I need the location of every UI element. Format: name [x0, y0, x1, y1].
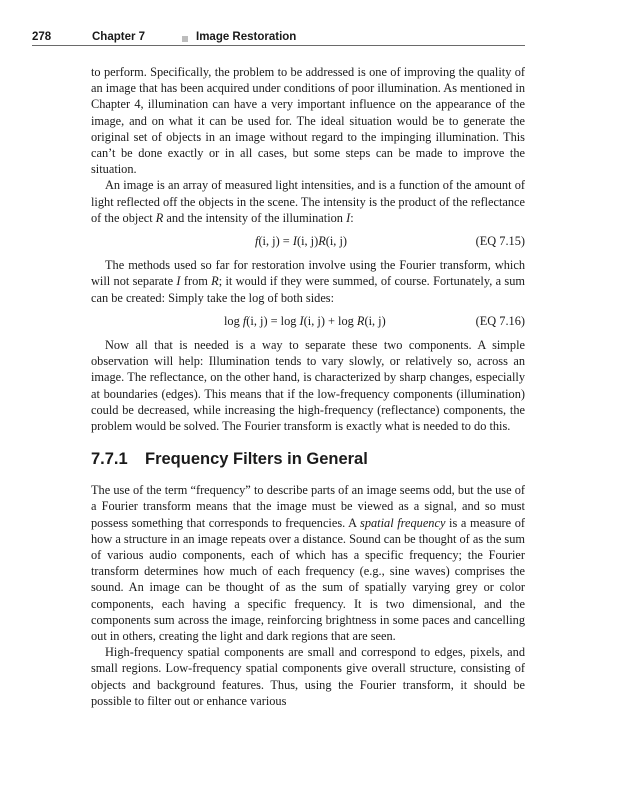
paragraph-6 — [91, 644, 525, 709]
eq-symbol: I — [292, 234, 297, 249]
paragraph-6-text: High-frequency spatial components are small and correspond to edges, pixels, and small regions. Low-frequency spatial components give overall structure, consisting of objects and background features. Thus, using the Fourier transform, it should be possible to filter out or enhance various — [91, 645, 525, 708]
equation-7-15 — [91, 233, 525, 249]
eq-symbol: f — [242, 313, 247, 328]
paragraph-5-text-b: is a measure of how a structure in an image repeats over a distance. Sound can be thought of as the sum of various audio components, each of which has a specific frequency; the Fourier transform determines how much of each frequency (e.g., sine waves) comprises the sound. An image can be thought of as the sum of spatially varying grey or color components, each having a specific frequency. It is two dimensional, and the components sum across the image, reinforcing brightness in some paces and cancelling out in others, creating the light and dark regions that are seen. — [91, 515, 525, 644]
header-separator-square — [182, 36, 188, 42]
section-number: 7.7.1 — [91, 450, 128, 469]
paragraph-2 — [91, 177, 525, 226]
term-spatial-frequency: spatial frequency — [360, 515, 446, 530]
body-text — [91, 64, 525, 709]
section-title: Frequency Filters in General — [145, 450, 368, 469]
equation-7-16-body — [224, 313, 386, 329]
paragraph-4 — [91, 337, 525, 434]
eq-text: (i, j) — [296, 234, 319, 249]
paragraph-3-text-b: from — [180, 274, 212, 289]
paragraph-3-text-a: The methods used so far for restoration involve using the Fourier transform, which will not separate — [91, 258, 525, 289]
paragraph-5-text-a: The use of the term “frequency” to describe parts of an image seems odd, but the use of a Fourier transform means that the image must be viewed as a signal, and so must possess something that corresponds to frequencies. A — [91, 483, 525, 530]
paragraph-2-text-c: : — [350, 210, 354, 225]
paragraph-3-text-c: ; it would if they were summed, of course. Fortunately, a sum can be created: Simply take the log of both sides: — [91, 274, 525, 305]
paragraph-4-text: Now all that is needed is a way to separate these two components. A simple observation will help: Illumination tends to vary slowly, or relatively so, across an image. The reflectance, on the other hand, is characterized by sharp changes, especially at boundaries (edges). This means that if the low-frequency components (illumination) could be decreased, while increasing the high-frequency (reflectance) components, the problem would be solved. The Fourier transform is exactly what is needed to do this. — [91, 338, 525, 434]
equation-7-15-body — [255, 233, 347, 249]
equation-7-15-tag: (EQ 7.15) — [475, 234, 525, 249]
eq-symbol: f — [255, 234, 259, 249]
paragraph-5 — [91, 482, 525, 644]
eq-text: (i, j) + log — [303, 313, 357, 328]
eq-text: (i, j) = — [258, 234, 293, 249]
eq-symbol: R — [356, 313, 365, 328]
eq-text: (i, j) = log — [246, 313, 300, 328]
eq-text: (i, j) — [325, 234, 348, 249]
symbol-I: I — [346, 210, 351, 225]
symbol-R: R — [211, 274, 219, 289]
paragraph-3 — [91, 257, 525, 306]
chapter-title: Image Restoration — [196, 31, 297, 43]
paragraph-1-text: to perform. Specifically, the problem to be addressed is one of improving the quality of an image that has been acquired under conditions of poor illumination. As mentioned in Chapter 4, illumination can have a very important influence on the appearance of the image, and on what it can be used for. The ideal situation would be to generate the original set of objects in an image without regard to the impinging illumination. This can’t be done exactly or in all cases, but some steps can be made to improve the situation. — [91, 65, 525, 177]
eq-text: (i, j) — [364, 313, 386, 328]
paragraph-2-text-b: and the intensity of the illumination — [163, 210, 347, 225]
header-rule — [32, 45, 525, 46]
equation-7-16 — [91, 313, 525, 329]
section-heading — [91, 449, 525, 471]
page-number: 278 — [32, 31, 52, 43]
equation-7-16-tag: (EQ 7.16) — [475, 313, 525, 328]
chapter-label: Chapter 7 — [92, 31, 146, 43]
symbol-I: I — [176, 274, 181, 289]
eq-text: log — [224, 313, 243, 328]
running-header — [32, 30, 525, 46]
eq-symbol: I — [299, 313, 304, 328]
paragraph-2-text-a: An image is an array of measured light intensities, and is a function of the amount of light reflected off the objects in the scene. The intensity is the product of the reflectance of the object — [91, 178, 525, 225]
symbol-R: R — [155, 210, 164, 225]
paragraph-1 — [91, 64, 525, 177]
eq-symbol: R — [318, 234, 326, 249]
